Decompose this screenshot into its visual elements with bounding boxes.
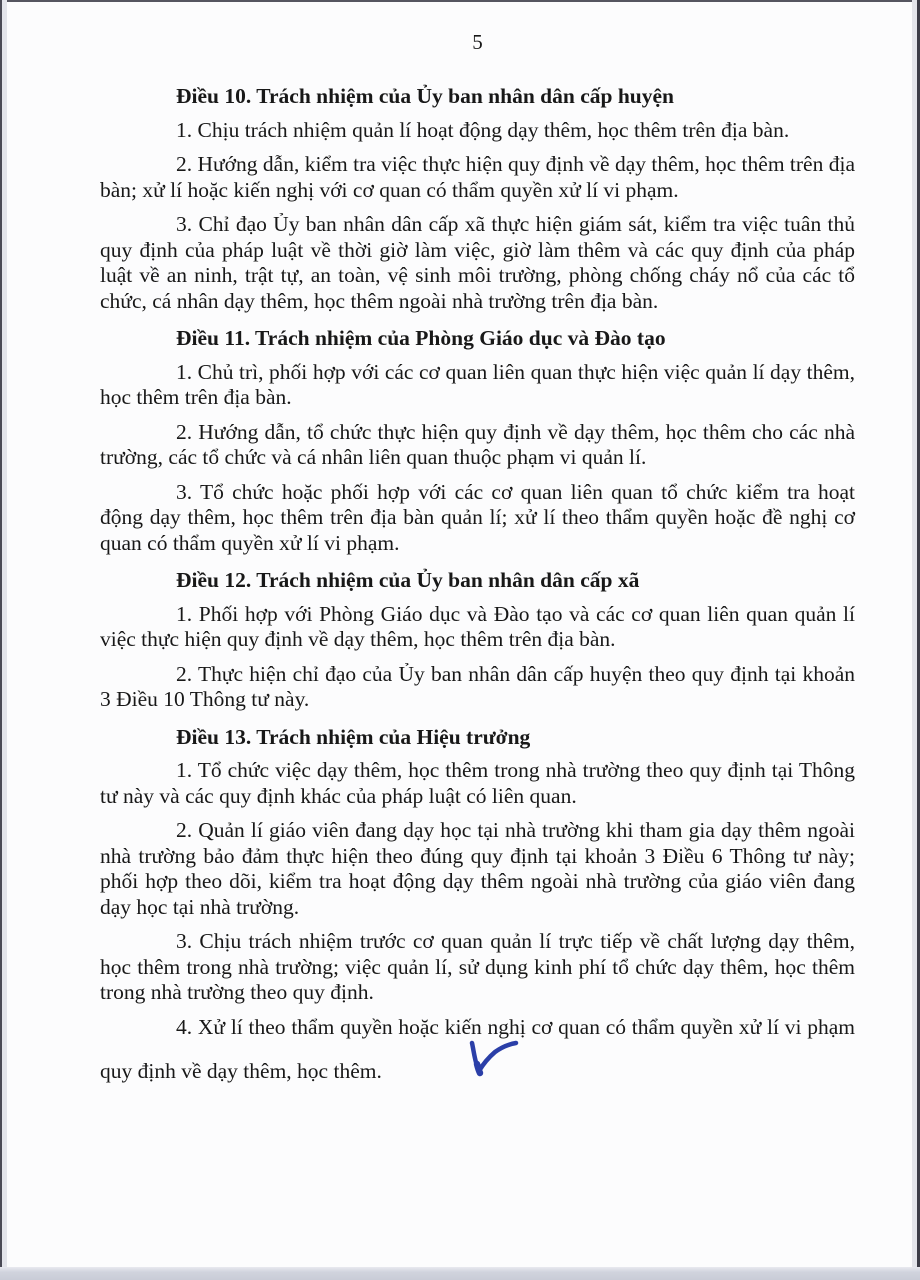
- article-heading: Điều 10. Trách nhiệm của Ủy ban nhân dân cấp huyện: [176, 84, 675, 108]
- article-heading: Điều 12. Trách nhiệm của Ủy ban nhân dân cấp xã: [176, 568, 640, 592]
- article-heading: Điều 11. Trách nhiệm của Phòng Giáo dục và Đào tạo: [176, 326, 666, 350]
- article-paragraph: 2. Thực hiện chỉ đạo của Ủy ban nhân dân cấp huyện theo quy định tại khoản 3 Điều 10 Thông tư này.: [100, 661, 855, 711]
- page-content: [100, 30, 855, 1094]
- article-paragraph: 2. Hướng dẫn, tổ chức thực hiện quy định về dạy thêm, học thêm cho các nhà trường, các tổ chức và cá nhân liên quan thuộc phạm vi quản lí.: [100, 419, 855, 469]
- pen-checkmark-icon: [389, 1040, 443, 1078]
- article-paragraph: 3. Tổ chức hoặc phối hợp với các cơ quan liên quan tổ chức kiểm tra hoạt động dạy thêm, học thêm trên địa bàn quản lí; xử lí theo thẩm quyền hoặc đề nghị cơ quan có thẩm quyền xử lí vi phạm.: [100, 479, 855, 555]
- page-edge-top: [0, 0, 920, 2]
- page-edge-left: [0, 0, 2, 1280]
- article-paragraph: 1. Chịu trách nhiệm quản lí hoạt động dạy thêm, học thêm trên địa bàn.: [176, 117, 790, 142]
- article-paragraph: 2. Quản lí giáo viên đang dạy học tại nhà trường khi tham gia dạy thêm ngoài nhà trường bảo đảm thực hiện theo đúng quy định tại khoản 3 Điều 6 Thông tư này; phối hợp theo dõi, kiểm tra hoạt động dạy thêm ngoài nhà trường của giáo viên đang dạy học tại nhà trường.: [100, 818, 855, 919]
- article-paragraph: 3. Chịu trách nhiệm trước cơ quan quản lí trực tiếp về chất lượng dạy thêm, học thêm trong nhà trường; việc quản lí, sử dụng kinh phí tổ chức dạy thêm, học thêm trong nhà trường theo quy định.: [100, 929, 855, 1004]
- page-number: 5: [472, 30, 483, 54]
- article-paragraph: 3. Chỉ đạo Ủy ban nhân dân cấp xã thực hiện giám sát, kiểm tra việc tuân thủ quy định của pháp luật về thời giờ làm việc, giờ làm thêm và các quy định của pháp luật về an ninh, trật tự, an toàn, vệ sinh môi trường, phòng chống cháy nổ của các tổ chức, cá nhân dạy thêm, học thêm ngoài nhà trường trên địa bàn.: [100, 212, 855, 313]
- document-body: [100, 84, 855, 1085]
- page-edge-left-shadow: [2, 0, 7, 1280]
- article-paragraph: 1. Tổ chức việc dạy thêm, học thêm trong nhà trường theo quy định tại Thông tư này và các quy định khác của pháp luật có liên quan.: [100, 758, 855, 808]
- article-paragraph: 1. Chủ trì, phối hợp với các cơ quan liên quan thực hiện việc quản lí dạy thêm, học thêm trên địa bàn.: [100, 359, 855, 409]
- page-edge-bottom: [0, 1267, 920, 1280]
- article-paragraph: 4. Xử lí theo thẩm quyền hoặc kiến nghị cơ quan có thẩm quyền xử lí vi phạm quy định về dạy thêm, học thêm.: [100, 1014, 855, 1083]
- article-paragraph: 1. Phối hợp với Phòng Giáo dục và Đào tạo và các cơ quan liên quan quản lí việc thực hiện quy định về dạy thêm, học thêm trên địa bàn.: [100, 601, 855, 651]
- article-heading: Điều 13. Trách nhiệm của Hiệu trưởng: [176, 724, 531, 749]
- article-paragraph: 2. Hướng dẫn, kiểm tra việc thực hiện quy định về dạy thêm, học thêm trên địa bàn; xử lí hoặc kiến nghị với cơ quan có thẩm quyền xử lí vi phạm.: [100, 152, 855, 202]
